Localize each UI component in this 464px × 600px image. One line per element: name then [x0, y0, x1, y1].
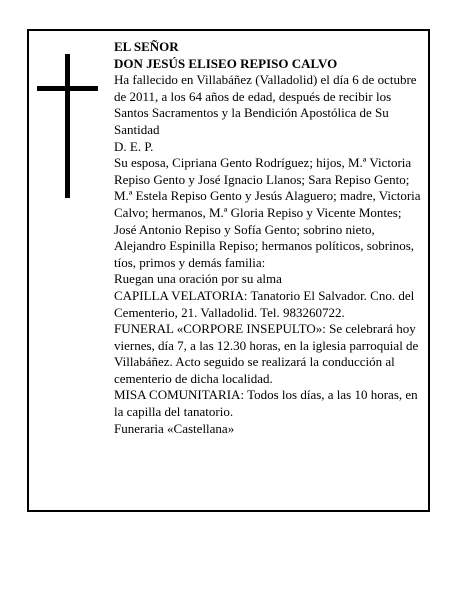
deceased-name: DON JESÚS ELISEO REPISO CALVO: [114, 55, 338, 71]
prayer-request: Ruegan una oración por su alma: [114, 271, 282, 287]
dep-label: D. E. P.: [114, 138, 154, 154]
mass-info: MISA COMUNITARIA: Todos los días, a las 10 horas, en la capilla del tanatorio.: [114, 387, 418, 420]
family-list: Su esposa, Cipriana Gento Rodríguez; hijos, M.ª Victoria Repiso Gento y José Ignacio Llanos; Sara Repiso Gento; M.ª Estela Repiso Gento y Jesús Alaguero; madre, Victoria Calvo; hermanos, M.ª Gloria Repiso y Vicente Montes; José Antonio Repiso y Sofía Gento; sobrino nieto, Alejandro Espinilla Repiso; hermanos políticos, sobrinos, tíos, primos y demás familia:: [114, 155, 421, 270]
death-announcement: Ha fallecido en Villabáñez (Valladolid) el día 6 de octubre de 2011, a los 64 años de edad, después de recibir los Santos Sacramentos y la Bendición Apostólica de Su Santidad: [114, 72, 417, 137]
heading-title: EL SEÑOR: [114, 39, 179, 54]
cross-horizontal-bar: [37, 86, 98, 91]
cross-vertical-bar: [65, 54, 70, 198]
funeral-info: FUNERAL «CORPORE INSEPULTO»: Se celebrará hoy viernes, día 7, a las 12.30 horas, en la iglesia parroquial de Villabáñez. Acto seguido se realizará la conducción al cementerio de dicha localidad.: [114, 321, 419, 386]
funeral-home: Funeraria «Castellana»: [114, 420, 235, 436]
obituary-text: [114, 39, 426, 437]
chapel-info: CAPILLA VELATORIA: Tanatorio El Salvador. Cno. del Cementerio, 21. Valladolid. Tel. 983260722.: [114, 287, 415, 320]
